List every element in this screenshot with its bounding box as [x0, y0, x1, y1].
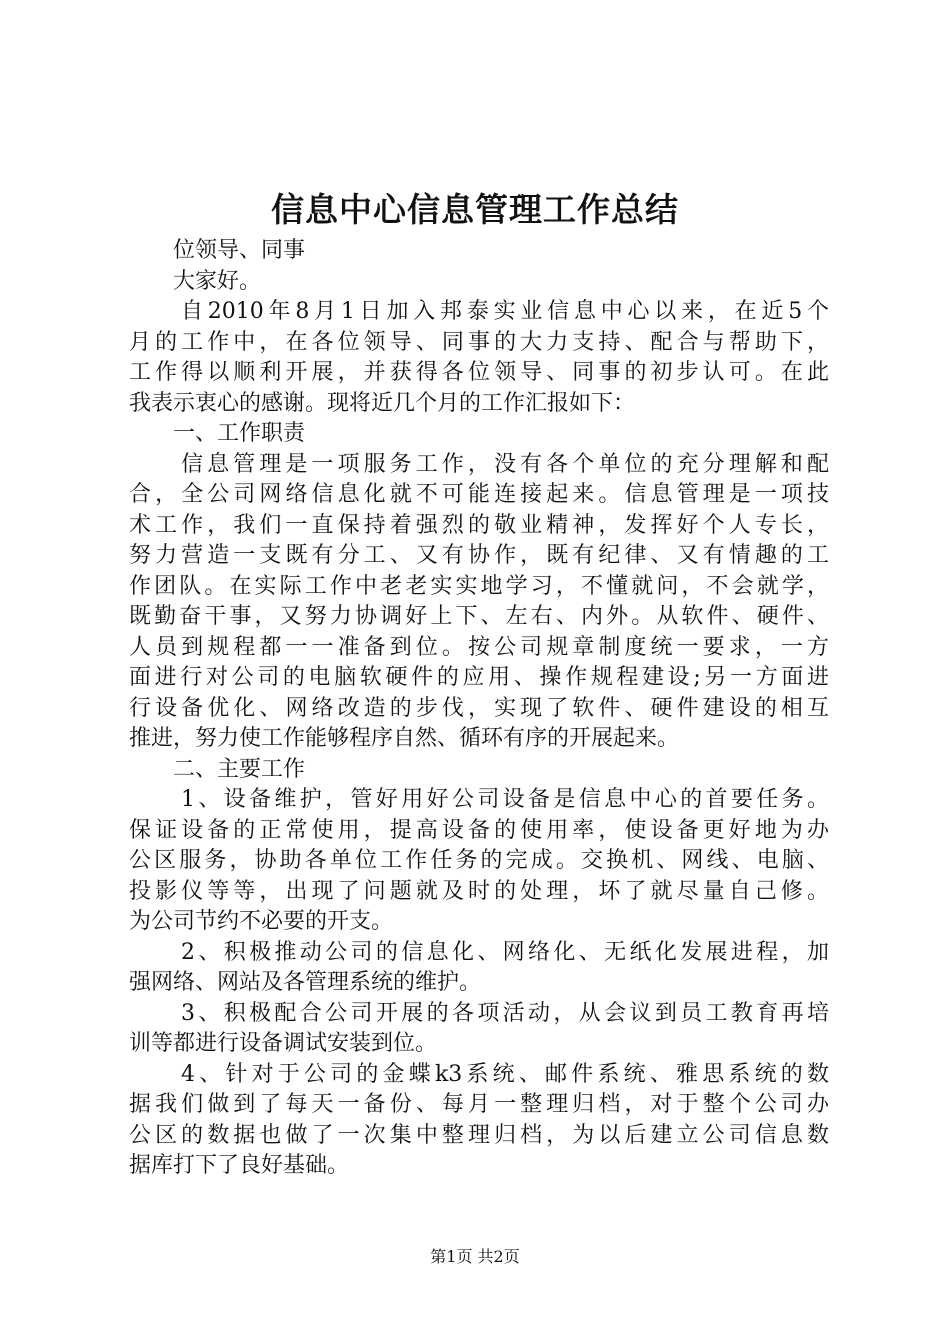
- body-line: 1、设备维护，管好用好公司设备是信息中心的首要任务。: [181, 787, 829, 812]
- body-line: 强网络、网站及各管理系统的维护。: [129, 970, 482, 995]
- body-line: 既勤奋干事，又努力协调好上下、左右、内外。从软件、硬件、: [129, 604, 829, 629]
- page-number-footer: 第1页 共2页: [430, 1247, 520, 1266]
- body-line: 据库打下了良好基础。: [129, 1153, 350, 1178]
- section-heading: 一、工作职责: [173, 421, 306, 446]
- salutation-line: 位领导、同事: [173, 238, 306, 263]
- body-line: 3、积极配合公司开展的各项活动，从会议到员工教育再培: [181, 1000, 829, 1026]
- body-line: 月的工作中，在各位领导、同事的大力支持、配合与帮助下，: [129, 329, 829, 355]
- body-line: 为公司节约不必要的开支。: [129, 909, 394, 934]
- body-line: 训等都进行设备调试安装到位。: [129, 1031, 438, 1056]
- body-line: 4、针对于公司的金蝶k3系统、邮件系统、雅思系统的数: [181, 1061, 829, 1087]
- body-line: 我表示衷心的感谢。现将近几个月的工作汇报如下：: [129, 390, 636, 416]
- body-line: 作团队。在实际工作中老老实实地学习，不懂就问，不会就学，: [129, 573, 829, 599]
- document-body: [129, 236, 829, 1182]
- section-heading: 二、主要工作: [173, 756, 306, 782]
- body-line: 2、积极推动公司的信息化、网络化、无纸化发展进程，加: [181, 939, 829, 965]
- document-title: 信息中心信息管理工作总结: [271, 190, 679, 229]
- body-line: 保证设备的正常使用，提高设备的使用率，使设备更好地为办: [129, 817, 829, 843]
- body-line: 努力营造一支既有分工、又有协作，既有纪律、又有情趣的工: [129, 543, 829, 568]
- body-line: 工作得以顺利开展，并获得各位领导、同事的初步认可。在此: [129, 360, 829, 385]
- body-line: 行设备优化、网络改造的步伐，实现了软件、硬件建设的相互: [129, 695, 829, 721]
- body-line: 合，全公司网络信息化就不可能连接起来。信息管理是一项技: [129, 482, 829, 507]
- greeting-line: 大家好。: [173, 268, 262, 294]
- body-line: 公区服务，协助各单位工作任务的完成。交换机、网线、电脑、: [129, 848, 829, 873]
- body-line: 投影仪等等，出现了问题就及时的处理，坏了就尽量自己修。: [129, 878, 829, 904]
- body-line: 公区的数据也做了一次集中整理归档，为以后建立公司信息数: [129, 1122, 829, 1148]
- body-line: 据我们做到了每天一备份、每月一整理归档，对于整个公司办: [129, 1092, 829, 1117]
- body-line: 自2010年8月1日加入邦泰实业信息中心以来，在近5个: [181, 299, 829, 324]
- body-line: 信息管理是一项服务工作，没有各个单位的充分理解和配: [181, 451, 829, 477]
- body-line: 面进行对公司的电脑软硬件的应用、操作规程建设;另一方面进: [129, 665, 829, 690]
- body-line: 术工作，我们一直保持着强烈的敬业精神，发挥好个人专长，: [129, 512, 829, 538]
- body-line: 人员到规程都一一准备到位。按公司规章制度统一要求，一方: [129, 634, 829, 660]
- body-line: 推进，努力使工作能够程序自然、循环有序的开展起来。: [129, 726, 680, 751]
